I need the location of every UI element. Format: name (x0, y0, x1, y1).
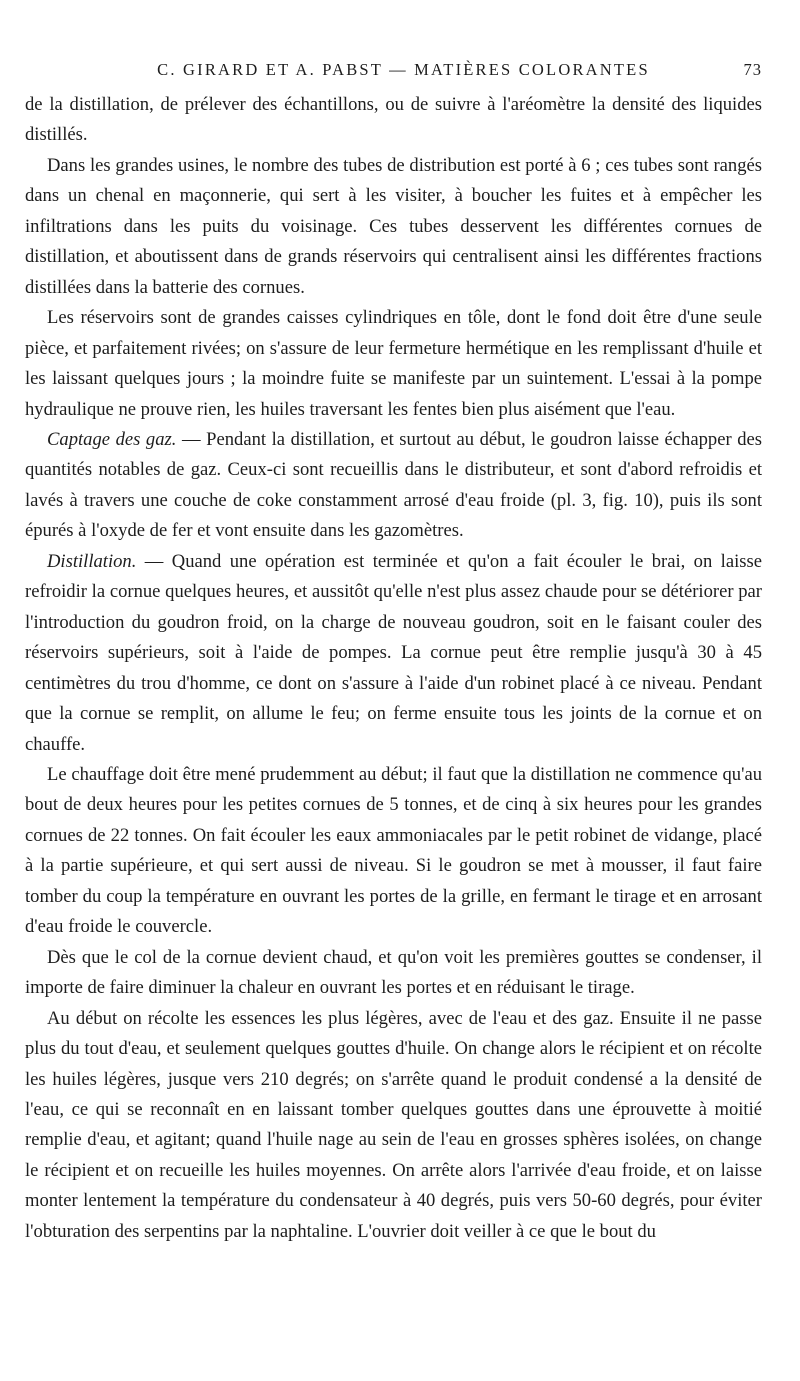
section-heading: Captage des gaz. (47, 428, 177, 450)
running-title: C. GIRARD ET A. PABST — MATIÈRES COLORANTES (157, 60, 650, 79)
paragraph (25, 90, 762, 151)
paragraph (25, 760, 762, 943)
paragraph (25, 303, 762, 425)
paragraph (25, 151, 762, 303)
paragraph-text: — Pendant la distillation, et surtout au début, le goudron laisse échapper des quantités notables de gaz. Ceux-ci sont recueillis dans le distributeur, et sont d'abord refroidis et lavés à travers une couche de coke constamment arrosé d'eau froide (pl. 3, fig. 10), puis ils sont épurés à l'oxyde de fer et vont ensuite dans les gazomètres. (25, 428, 762, 542)
section-paragraph-captage (25, 425, 762, 547)
paragraph-text: Le chauffage doit être mené prudemment au début; il faut que la distillation ne commence qu'au bout de deux heures pour les petites cornues de 5 tonnes, et de cinq à six heures pour les grandes cornues de 22 tonnes. On fait écouler les eaux ammoniacales par le petit robinet de vidange, placé à la partie supérieure, et qui sert aussi de niveau. Si le goudron se met à mousser, il faut faire tomber du coup la température en ouvrant les portes de la grille, en fermant le tirage et en arrosant d'eau froide le couvercle. (25, 763, 762, 938)
body-text (25, 90, 762, 1247)
paragraph-text: Les réservoirs sont de grandes caisses cylindriques en tôle, dont le fond doit être d'une seule pièce, et parfaitement rivées; on s'assure de leur fermeture hermétique en les remplissant d'huile et les laissant quelques jours ; la moindre fuite se manifeste par un suintement. L'essai à la pompe hydraulique ne prouve rien, les huiles traversant les fentes bien plus aisément que l'eau. (25, 307, 762, 420)
paragraph-text: — Quand une opération est terminée et qu'on a fait écouler le brai, on laisse refroidir la cornue quelques heures, et aussitôt qu'elle n'est plus assez chaude pour se détériorer par l'introduction du goudron froid, on la charge de nouveau goudron, soit en le faisant couler des réservoirs supérieurs, soit à l'aide de pompes. La cornue peut être remplie jusqu'à 30 à 45 centimètres du trou d'homme, ce dont on s'assure à l'aide d'un robinet placé à ce niveau. Pendant que la cornue se remplit, on allume le feu; on ferme ensuite tous les joints de la cornue et on chauffe. (25, 550, 762, 755)
paragraph (25, 1004, 762, 1248)
section-paragraph-distillation (25, 547, 762, 760)
paragraph (25, 943, 762, 1004)
paragraph-text: Au début on récolte les essences les plus légères, avec de l'eau et des gaz. Ensuite il ne passe plus du tout d'eau, et seulement quelques gouttes d'huile. On change alors le récipient et on récolte les huiles légères, jusque vers 210 degrés; on s'arrête quand le produit condensé a la densité de l'eau, ce qui se reconnaît en en laissant tomber quelques gouttes dans une éprouvette à moitié remplie d'eau, et agitant; quand l'huile nage au sein de l'eau en grosses sphères isolées, on change le récipient et on recueille les huiles moyennes. On arrête alors l'arrivée d'eau froide, et on laisse monter lentement la température du condensateur à 40 degrés, puis vers 50-60 degrés, pour éviter l'obturation des serpentins par la naphtaline. L'ouvrier doit veiller à ce que le bout du (25, 1007, 762, 1242)
paragraph-text: Dans les grandes usines, le nombre des tubes de distribution est porté à 6 ; ces tubes sont rangés dans un chenal en maçonnerie, qui sert à les visiter, à boucher les fuites et à empêcher les infiltrations dans les puits du voisinage. Ces tubes desservent les différentes cornues de distillation, et aboutissent dans de grands réservoirs qui centralisent ainsi les différentes fractions distillées dans la batterie des cornues. (25, 154, 762, 298)
page-number: 73 (743, 60, 762, 79)
paragraph-text: Dès que le col de la cornue devient chaud, et qu'on voit les premières gouttes se condenser, il importe de faire diminuer la chaleur en ouvrant les portes et en réduisant le tirage. (25, 946, 762, 999)
section-heading: Distillation. (47, 550, 137, 572)
running-header (85, 60, 762, 90)
paragraph-text: de la distillation, de prélever des échantillons, ou de suivre à l'aréomètre la densité des liquides distillés. (25, 94, 762, 146)
